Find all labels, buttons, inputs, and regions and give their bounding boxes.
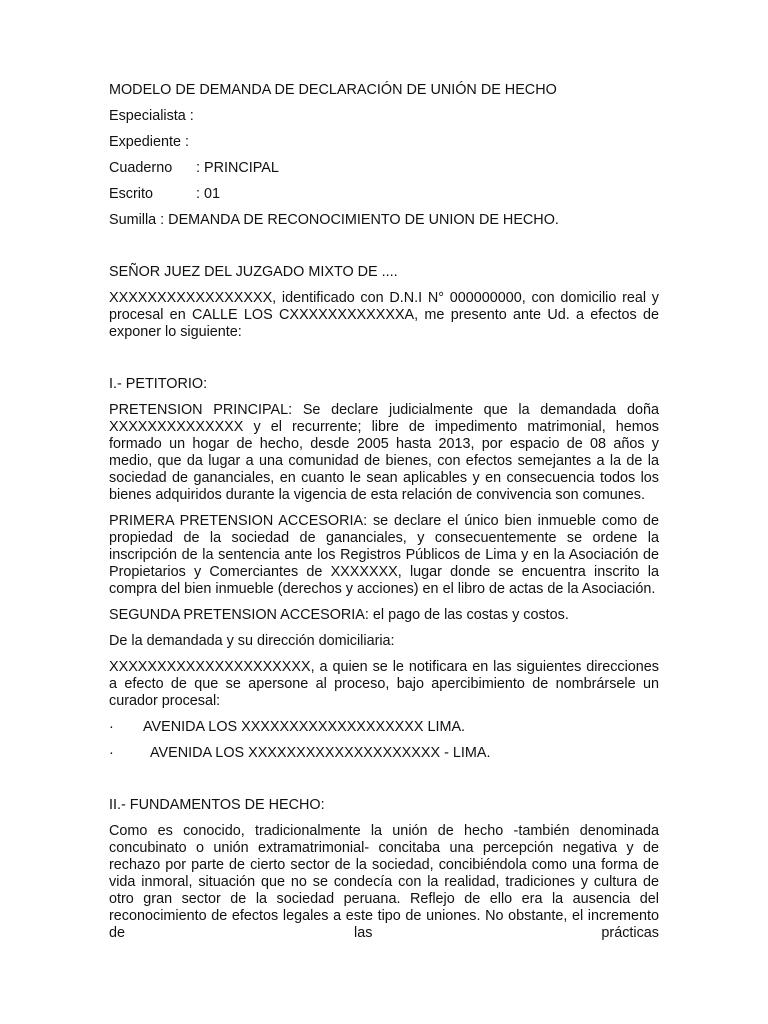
field-cuaderno-value: : PRINCIPAL: [196, 160, 279, 176]
document-page: [109, 82, 659, 951]
field-escrito: [109, 186, 659, 203]
field-escrito-value: : 01: [196, 186, 221, 202]
fundamentos-paragraph: Como es conocido, tradicionalmente la unión de hecho -también denominada concubinato o unión extramatrimonial- concitaba una percepción negativa y de rechazo por parte de cierto sector de la sociedad, concibiéndola como una forma de vida inmoral, situación que no se condecía con la realidad, tradiciones y cultura de otro gran sector de la sociedad peruana. Reflejo de ello era la ausencia del reconocimiento de efectos legales a este tipo de uniones. No obstante, el incremento de las prácticas: [109, 823, 659, 941]
field-especialista: Especialista :: [109, 108, 194, 124]
spacer: [109, 350, 659, 376]
field-escrito-label: Escrito: [109, 186, 153, 202]
section-heading-petitorio: I.- PETITORIO:: [109, 376, 208, 392]
list-item: [109, 719, 659, 736]
field-sumilla: Sumilla : DEMANDA DE RECONOCIMIENTO DE UNION DE HECHO.: [109, 212, 559, 228]
list-item: [109, 745, 659, 762]
bullet-symbol: ·: [109, 719, 114, 735]
segunda-pretension-accesoria: SEGUNDA PRETENSION ACCESORIA: el pago de las costas y costos.: [109, 607, 569, 623]
field-expediente: Expediente :: [109, 134, 190, 150]
primera-pretension-accesoria-paragraph: PRIMERA PRETENSION ACCESORIA: se declare el único bien inmueble como de propiedad de la sociedad de gananciales, y consecuentemente se ordene la inscripción de la sentencia ante los Registros Públicos de Lima y en la Asociación de Propietarios y Comerciantes de XXXXXXX, lugar donde se encuentra inscrito la compra del bien inmueble (derechos y acciones) en el libro de actas de la Asociación.: [109, 513, 659, 597]
pretension-principal-paragraph: PRETENSION PRINCIPAL: Se declare judicialmente que la demandada doña XXXXXXXXXXXXXX y el recurrente; libre de impedimento matrimonial, hemos formado un hogar de hecho, desde 2005 hasta 2013, por espacio de 08 años y medio, que da lugar a una comunidad de bienes, con efectos semejantes a la de la sociedad de gananciales, en cuanto le sean aplicables y en consecuencia todos los bienes adquiridos durante la vigencia de esta relación de convivencia son comunes.: [109, 402, 659, 503]
salutation: SEÑOR JUEZ DEL JUZGADO MIXTO DE ....: [109, 264, 398, 280]
field-cuaderno: [109, 160, 659, 177]
field-cuaderno-label: Cuaderno: [109, 160, 173, 176]
document-title: MODELO DE DEMANDA DE DECLARACIÓN DE UNIÓN DE HECHO: [109, 82, 557, 98]
spacer: [109, 771, 659, 797]
spacer: [109, 238, 659, 264]
bullet-text: AVENIDA LOS XXXXXXXXXXXXXXXXXXXX - LIMA.: [150, 745, 491, 761]
section-heading-fundamentos: II.- FUNDAMENTOS DE HECHO:: [109, 797, 325, 813]
demandada-heading: De la demandada y su dirección domiciliaria:: [109, 633, 395, 649]
intro-paragraph: XXXXXXXXXXXXXXXXX, identificado con D.N.I N° 000000000, con domicilio real y procesal en CALLE LOS CXXXXXXXXXXXXA, me presento ante Ud. a efectos de exponer lo siguiente:: [109, 290, 659, 340]
bullet-symbol: ·: [109, 745, 114, 761]
bullet-text: AVENIDA LOS XXXXXXXXXXXXXXXXXXX LIMA.: [143, 719, 466, 735]
demandada-paragraph: XXXXXXXXXXXXXXXXXXXXX, a quien se le notificara en las siguientes direcciones a efecto de que se apersone al proceso, bajo apercibimiento de nombrársele un curador procesal:: [109, 659, 659, 709]
